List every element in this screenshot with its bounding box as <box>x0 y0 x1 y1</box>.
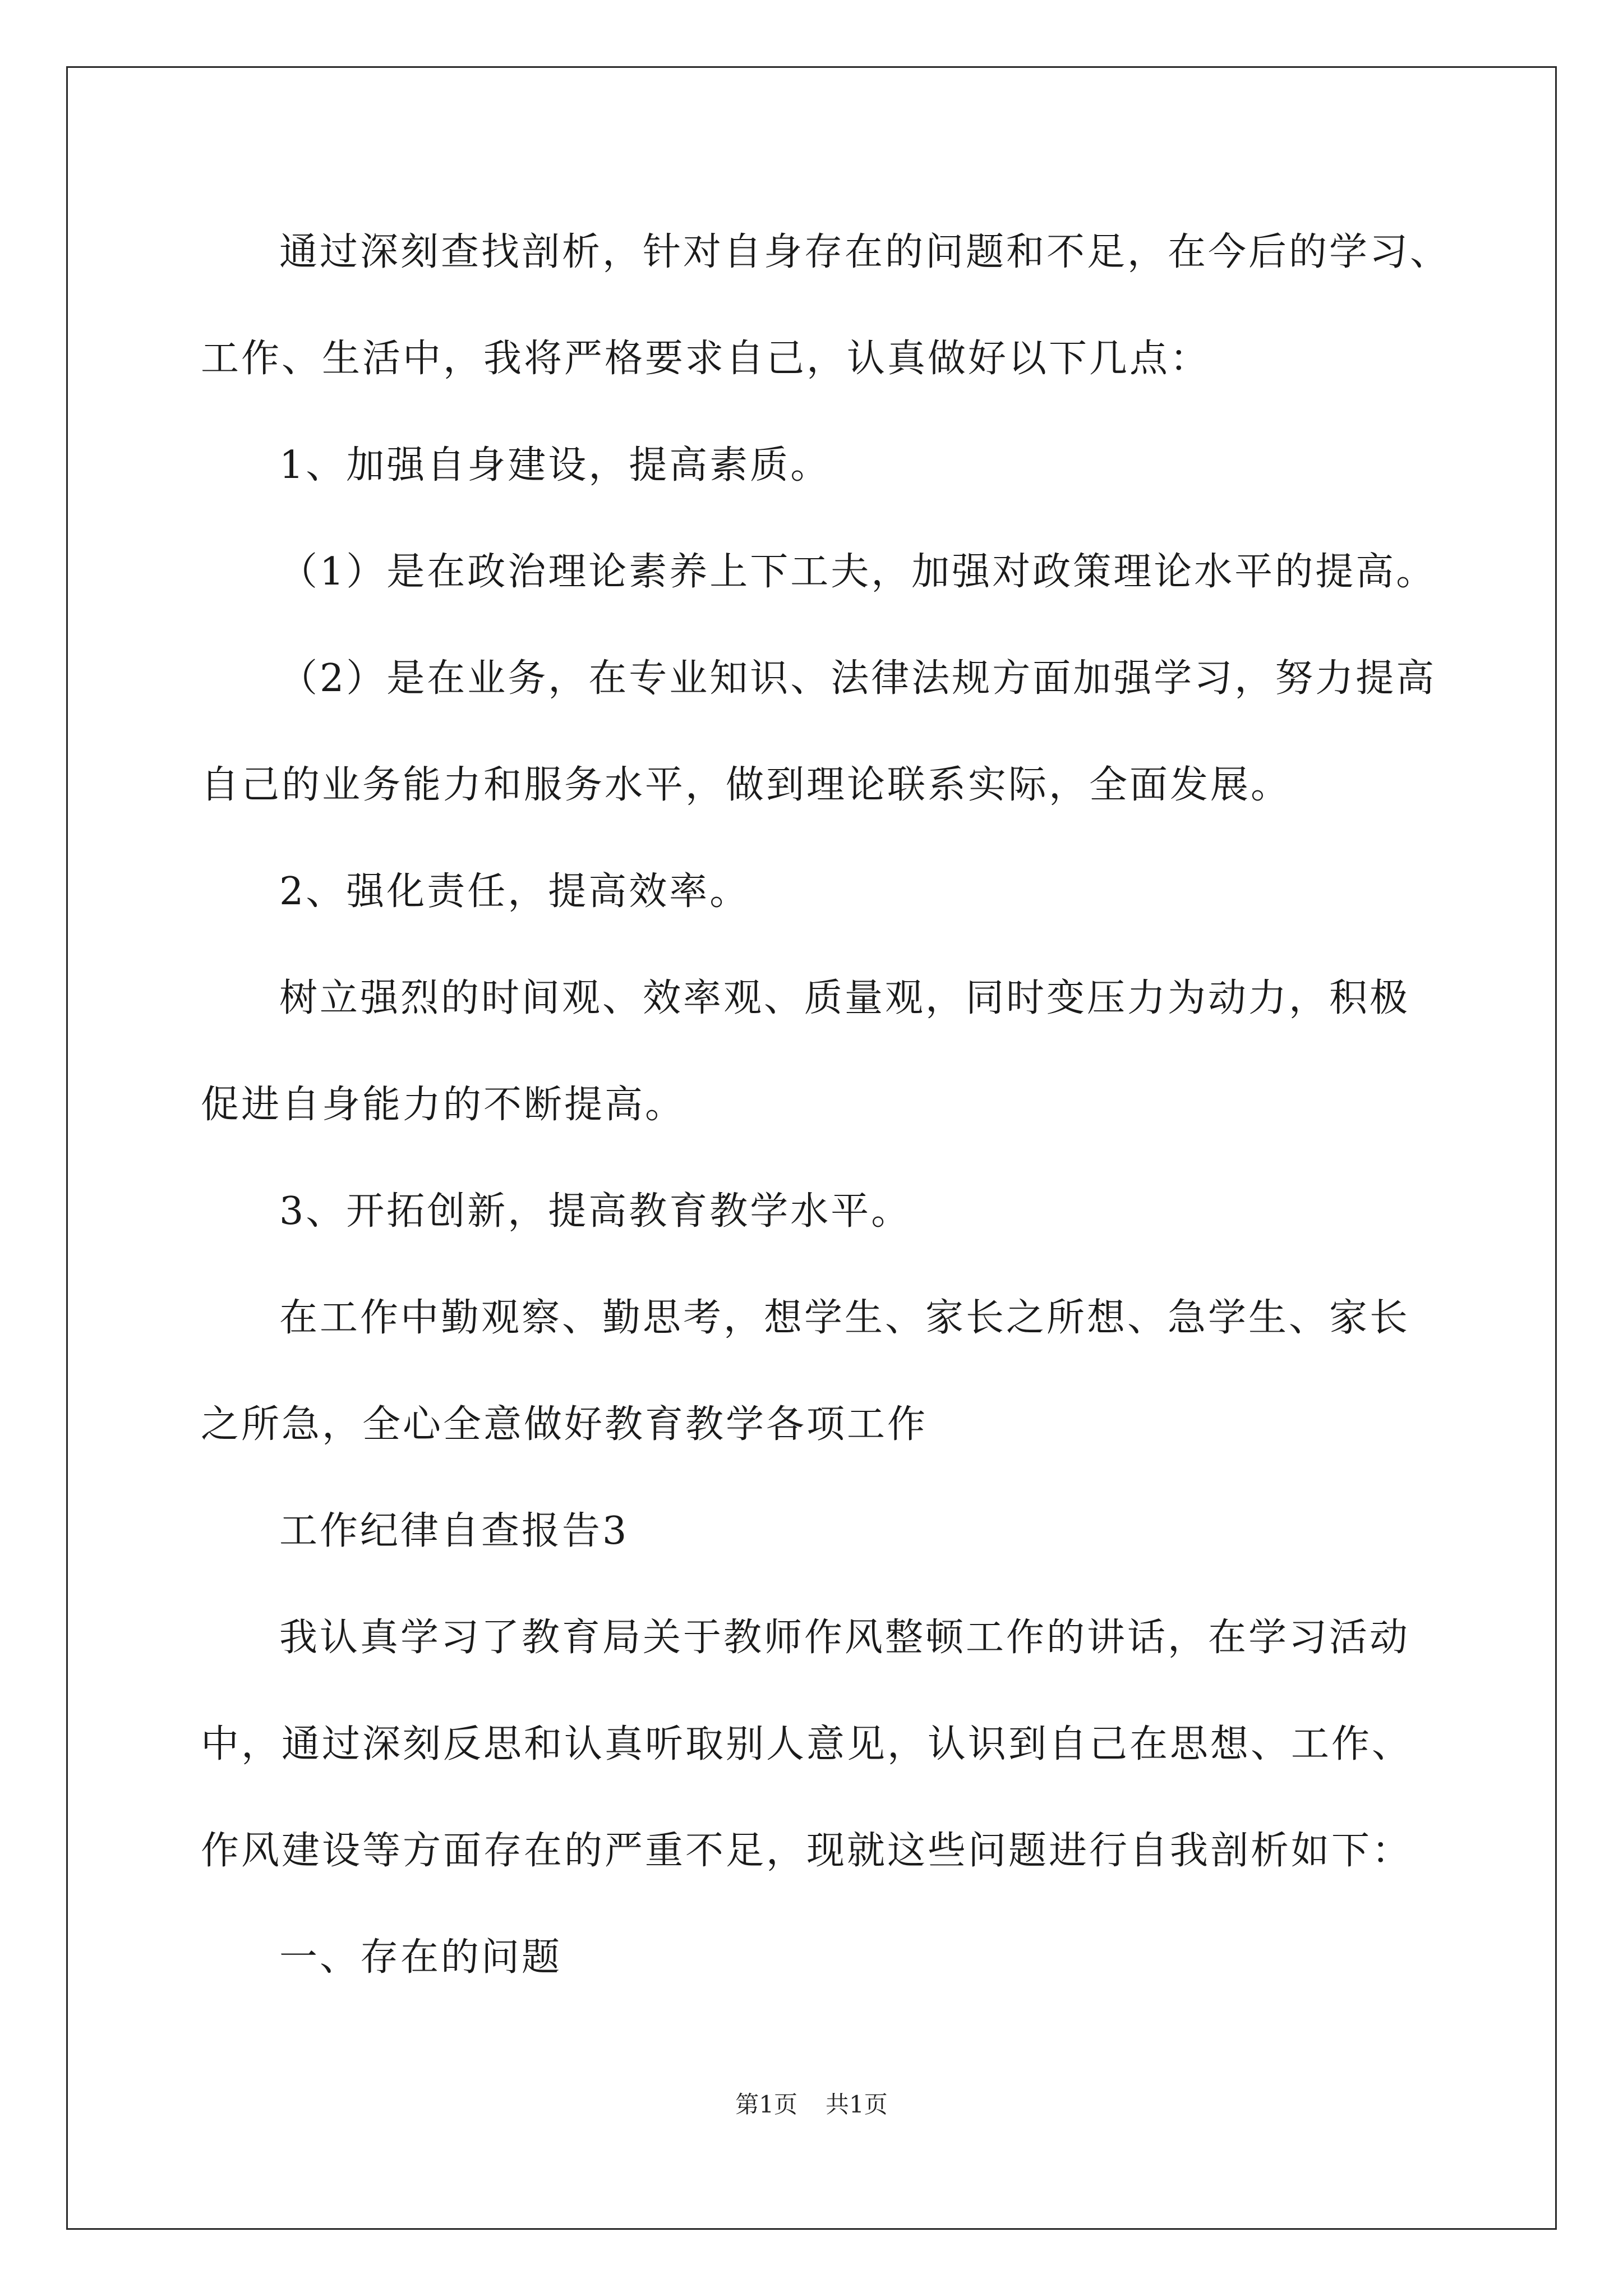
paragraph-line: 中，通过深刻反思和认真听取别人意见，认识到自己在思想、工作、 <box>201 1722 1413 1766</box>
paragraph-line: 在工作中勤观察、勤思考，想学生、家长之所想、急学生、家长 <box>279 1296 1410 1340</box>
section-heading-3: 3、开拓创新，提高教育教学水平。 <box>279 1189 912 1234</box>
paragraph-line: 通过深刻查找剖析，针对自身存在的问题和不足，在今后的学习、 <box>279 230 1451 274</box>
paragraph-line: 工作、生活中，我将严格要求自己，认真做好以下几点： <box>201 337 1211 381</box>
section-heading-problems: 一、存在的问题 <box>279 1935 562 1980</box>
page-number-current: 第1页 <box>735 2091 797 2118</box>
section-heading-1: 1、加强自身建设，提高素质。 <box>279 443 831 487</box>
paragraph-line: 作风建设等方面存在的严重不足，现就这些问题进行自我剖析如下： <box>201 1829 1413 1873</box>
paragraph-line: 之所急，全心全意做好教育教学各项工作 <box>201 1402 928 1447</box>
paragraph-line: （1）是在政治理论素养上下工夫，加强对政策理论水平的提高。 <box>279 550 1437 594</box>
paragraph-line: 树立强烈的时间观、效率观、质量观，同时变压力为动力，积极 <box>279 976 1410 1020</box>
paragraph-line: 我认真学习了教育局关于教师作风整顿工作的讲话，在学习活动 <box>279 1616 1410 1660</box>
document-body <box>201 199 1451 2011</box>
page-number-total: 共1页 <box>826 2091 888 2118</box>
paragraph-line: 促进自身能力的不断提高。 <box>201 1083 686 1127</box>
report-title: 工作纪律自查报告3 <box>279 1509 629 1553</box>
section-heading-2: 2、强化责任，提高效率。 <box>279 869 750 914</box>
page-footer <box>0 2088 1623 2122</box>
paragraph-line: （2）是在业务，在专业知识、法律法规方面加强学习，努力提高 <box>279 656 1437 701</box>
paragraph-line: 自己的业务能力和服务水平，做到理论联系实际，全面发展。 <box>201 763 1292 807</box>
